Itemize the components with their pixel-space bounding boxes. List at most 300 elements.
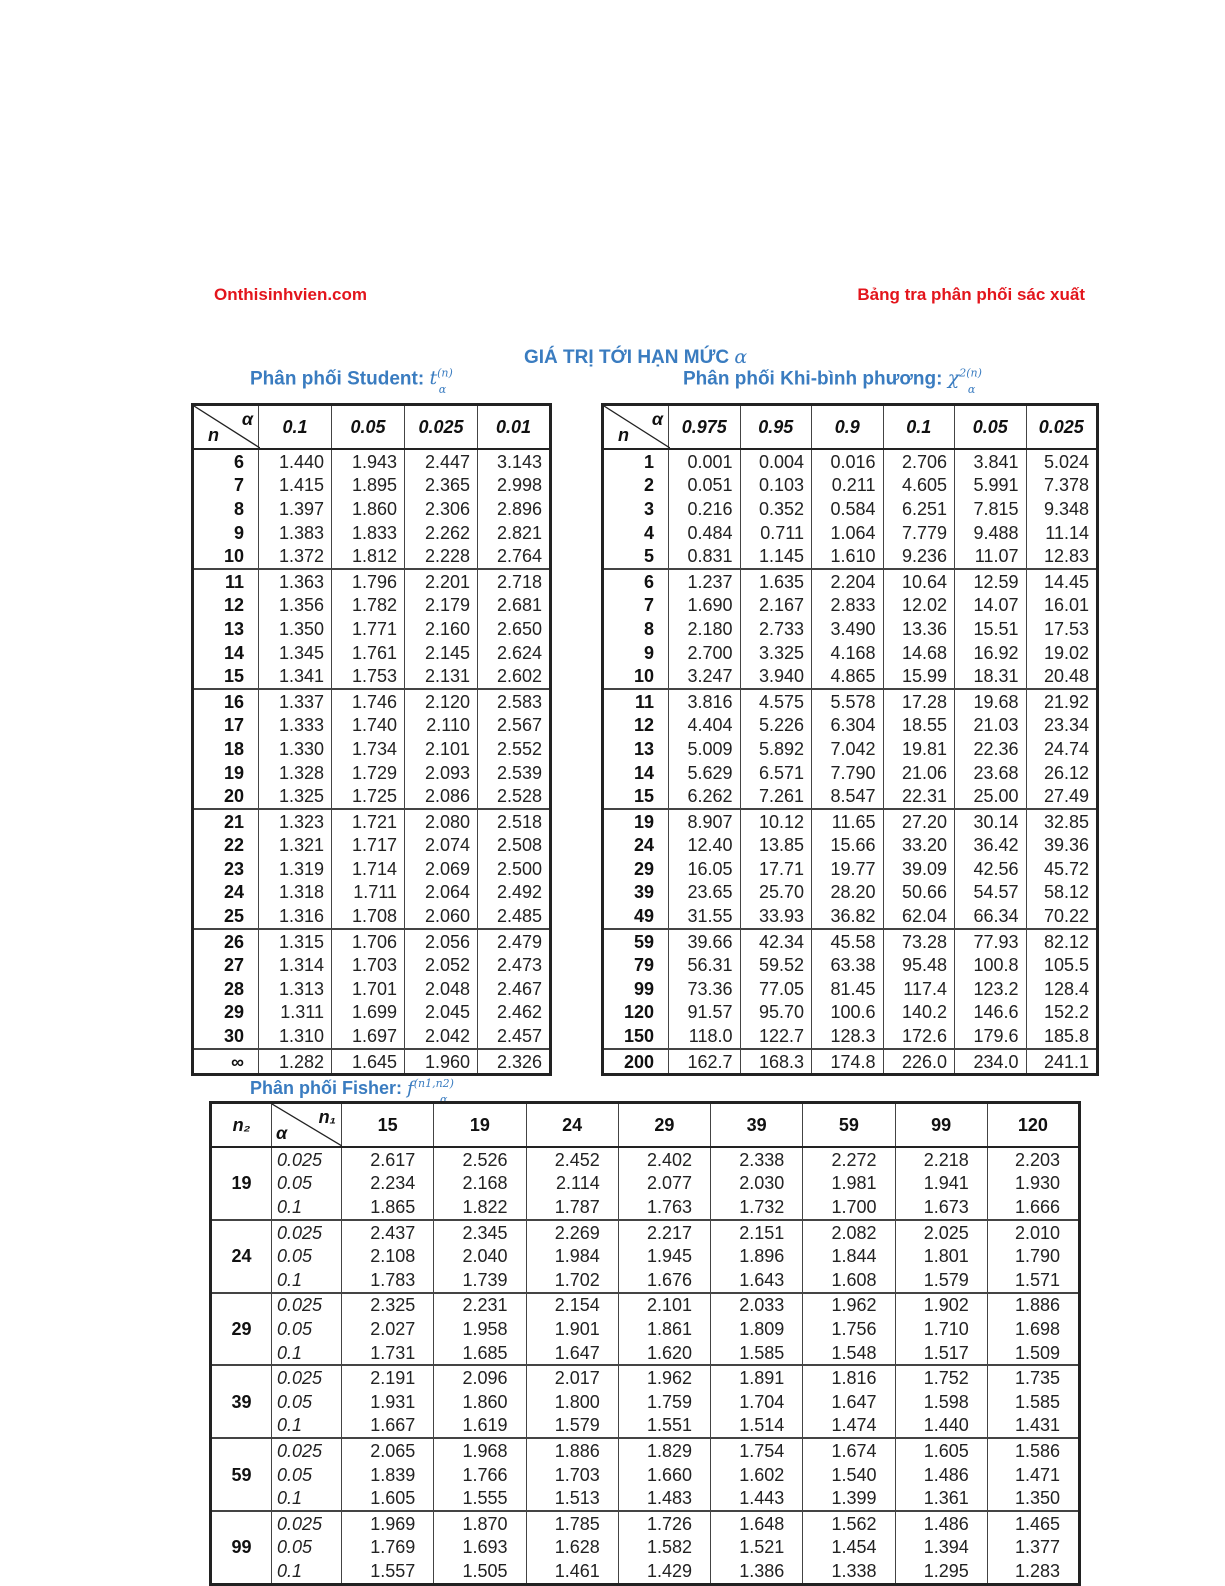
table-cell: 1.429 (618, 1559, 710, 1584)
formula-symbol: t (429, 367, 438, 390)
table-row (193, 689, 551, 714)
table-cell: 1.787 (526, 1195, 618, 1220)
table-cell: 2.042 (405, 1024, 478, 1049)
table-row (193, 761, 551, 785)
header-row (211, 1103, 1080, 1148)
row-header: 13 (193, 617, 259, 641)
table-cell: 128.3 (812, 1024, 884, 1049)
table-row (603, 641, 1098, 665)
table-cell: 1.605 (342, 1486, 434, 1511)
table-cell: 1.759 (618, 1390, 710, 1414)
table-cell: 1.605 (895, 1438, 987, 1463)
table-cell: 2.539 (478, 761, 551, 785)
table-cell: 2.010 (987, 1220, 1079, 1245)
table-cell: 4.605 (883, 474, 955, 498)
table-cell: 91.57 (669, 1001, 741, 1025)
corner-col-label: n₁ (318, 1107, 336, 1127)
student-title (250, 367, 460, 397)
table-cell: 1.316 (259, 904, 332, 929)
table-row (193, 977, 551, 1001)
table-row (193, 953, 551, 977)
table-cell: 1.505 (434, 1559, 526, 1584)
table-cell: 1.782 (332, 594, 405, 618)
table-cell: 4.575 (740, 689, 812, 714)
table-cell: 2.764 (478, 544, 551, 569)
alpha-cell: 0.025 (272, 1365, 342, 1390)
table-cell: 140.2 (883, 1001, 955, 1025)
table-cell: 2.650 (478, 617, 551, 641)
row-header: 12 (193, 594, 259, 618)
table-cell: 95.48 (883, 953, 955, 977)
table-cell: 1.896 (711, 1244, 803, 1268)
table-cell: 2.467 (478, 977, 551, 1001)
table-cell: 1.345 (259, 641, 332, 665)
table-cell: 2.168 (434, 1172, 526, 1196)
table-cell: 2.080 (405, 809, 478, 834)
table-cell: 1.582 (618, 1536, 710, 1560)
table-cell: 1.454 (803, 1536, 895, 1560)
table-cell: 1.962 (803, 1293, 895, 1318)
table-cell: 13.36 (883, 617, 955, 641)
table-cell: 2.074 (405, 834, 478, 858)
row-header: 2 (603, 474, 669, 498)
table-cell: 33.93 (740, 904, 812, 929)
table-cell: 82.12 (1026, 929, 1098, 954)
table-cell: 100.8 (955, 953, 1027, 977)
table-cell: 1.703 (526, 1463, 618, 1487)
table-row (603, 544, 1098, 569)
table-cell: 1.962 (618, 1365, 710, 1390)
table-row (193, 881, 551, 905)
table-cell: 2.583 (478, 689, 551, 714)
column-header: 19 (434, 1103, 526, 1148)
table-row (193, 809, 551, 834)
table-cell: 1.931 (342, 1390, 434, 1414)
table-row (193, 569, 551, 594)
table-cell: 7.790 (812, 761, 884, 785)
table-cell: 1.796 (332, 569, 405, 594)
table-cell: 18.31 (955, 664, 1027, 689)
table-cell: 6.571 (740, 761, 812, 785)
table-cell: 0.711 (740, 521, 812, 545)
table-cell: 118.0 (669, 1024, 741, 1049)
table-cell: 1.350 (259, 617, 332, 641)
table-row (193, 737, 551, 761)
table-row (603, 737, 1098, 761)
formula-sub: α (438, 383, 447, 397)
table-cell: 15.66 (812, 834, 884, 858)
row-header: 13 (603, 737, 669, 761)
table-cell: 2.617 (342, 1147, 434, 1172)
table-cell: 21.06 (883, 761, 955, 785)
table-cell: 1.886 (987, 1293, 1079, 1318)
table-cell: 54.57 (955, 881, 1027, 905)
formula-symbol: f (407, 1078, 414, 1099)
table-cell: 2.365 (405, 474, 478, 498)
table-cell: 2.552 (478, 737, 551, 761)
table-cell: 1.761 (332, 641, 405, 665)
table-cell: 2.718 (478, 569, 551, 594)
table-cell: 3.841 (955, 449, 1027, 474)
table-cell: 1.474 (803, 1414, 895, 1439)
table-cell: 168.3 (740, 1049, 812, 1075)
table-row (211, 1511, 1080, 1536)
table-cell: 1.812 (332, 544, 405, 569)
table-cell: 100.6 (812, 1001, 884, 1025)
table-cell: 1.314 (259, 953, 332, 977)
table-cell: 25.70 (740, 881, 812, 905)
table-cell: 3.247 (669, 664, 741, 689)
table-cell: 2.110 (405, 714, 478, 738)
table-cell: 18.55 (883, 714, 955, 738)
table-row (211, 1486, 1080, 1511)
table-cell: 77.05 (740, 977, 812, 1001)
table-cell: 2.017 (526, 1365, 618, 1390)
table-cell: 2.262 (405, 521, 478, 545)
table-cell: 1.356 (259, 594, 332, 618)
table-cell: 1.960 (405, 1049, 478, 1075)
table-cell: 0.352 (740, 497, 812, 521)
table-cell: 146.6 (955, 1001, 1027, 1025)
column-header: 0.05 (955, 405, 1027, 450)
table-cell: 1.386 (711, 1559, 803, 1584)
table-cell: 10.64 (883, 569, 955, 594)
table-cell: 0.004 (740, 449, 812, 474)
chi-square-formula (947, 367, 990, 397)
table-cell: 5.991 (955, 474, 1027, 498)
table-cell: 1.941 (895, 1172, 987, 1196)
table-cell: 1.754 (711, 1438, 803, 1463)
formula-sup: 2(n) (959, 367, 982, 380)
column-header: 0.025 (405, 405, 478, 450)
table-cell: 1.725 (332, 784, 405, 809)
table-cell: 1.363 (259, 569, 332, 594)
table-cell: 3.490 (812, 617, 884, 641)
table-cell: 2.180 (669, 617, 741, 641)
table-cell: 2.706 (883, 449, 955, 474)
table-cell: 19.68 (955, 689, 1027, 714)
column-header: 0.975 (669, 405, 741, 450)
table-cell: 1.943 (332, 449, 405, 474)
table-cell: 1.702 (526, 1268, 618, 1293)
alpha-symbol: α (734, 346, 748, 368)
table-cell: 1.471 (987, 1463, 1079, 1487)
table-cell: 28.20 (812, 881, 884, 905)
row-header: 26 (193, 929, 259, 954)
table-row (193, 904, 551, 929)
table-cell: 1.585 (711, 1341, 803, 1366)
table-cell: 8.547 (812, 784, 884, 809)
table-cell: 2.069 (405, 857, 478, 881)
table-row (603, 1049, 1098, 1075)
row-header: 39 (603, 881, 669, 905)
table-cell: 2.528 (478, 784, 551, 809)
table-cell: 1.610 (812, 544, 884, 569)
table-cell: 1.443 (711, 1486, 803, 1511)
n2-row-header: 99 (211, 1511, 272, 1584)
table-cell: 1.517 (895, 1341, 987, 1366)
corner-header (193, 405, 259, 450)
table-cell: 7.779 (883, 521, 955, 545)
header-row (193, 405, 551, 450)
table-cell: 1.729 (332, 761, 405, 785)
table-row (193, 497, 551, 521)
table-cell: 81.45 (812, 977, 884, 1001)
row-header: 10 (193, 544, 259, 569)
table-cell: 3.940 (740, 664, 812, 689)
column-header: 0.95 (740, 405, 812, 450)
alpha-cell: 0.1 (272, 1414, 342, 1439)
alpha-cell: 0.05 (272, 1463, 342, 1487)
table-cell: 1.734 (332, 737, 405, 761)
row-header: 28 (193, 977, 259, 1001)
table-cell: 1.732 (711, 1195, 803, 1220)
table-cell: 1.740 (332, 714, 405, 738)
table-cell: 1.399 (803, 1486, 895, 1511)
table-cell: 1.598 (895, 1390, 987, 1414)
table-cell: 73.28 (883, 929, 955, 954)
row-header: 99 (603, 977, 669, 1001)
table-cell: 2.218 (895, 1147, 987, 1172)
row-header: 4 (603, 521, 669, 545)
table-cell: 1.311 (259, 1001, 332, 1025)
table-row (603, 474, 1098, 498)
table-cell: 0.211 (812, 474, 884, 498)
table-cell: 16.92 (955, 641, 1027, 665)
table-cell: 2.179 (405, 594, 478, 618)
table-cell: 1.731 (342, 1341, 434, 1366)
column-header: 99 (895, 1103, 987, 1148)
table-cell: 23.65 (669, 881, 741, 905)
row-header: 15 (193, 664, 259, 689)
table-cell: 12.59 (955, 569, 1027, 594)
table-cell: 0.216 (669, 497, 741, 521)
main-title-text: GIÁ TRỊ TỚI HẠN MỨC (524, 347, 730, 368)
corner-header (272, 1103, 342, 1148)
corner-row-label: α (276, 1123, 288, 1143)
table-cell: 2.508 (478, 834, 551, 858)
table-cell: 2.821 (478, 521, 551, 545)
table-cell: 1.822 (434, 1195, 526, 1220)
table-cell: 1.483 (618, 1486, 710, 1511)
row-header: 23 (193, 857, 259, 881)
corner-row-label: n (208, 425, 219, 445)
alpha-cell: 0.025 (272, 1293, 342, 1318)
table-cell: 14.68 (883, 641, 955, 665)
table-cell: 39.66 (669, 929, 741, 954)
table-row (193, 1001, 551, 1025)
table-cell: 2.896 (478, 497, 551, 521)
table-cell: 1.829 (618, 1438, 710, 1463)
alpha-cell: 0.05 (272, 1244, 342, 1268)
table-cell: 1.726 (618, 1511, 710, 1536)
table-cell: 241.1 (1026, 1049, 1098, 1075)
table-cell: 22.31 (883, 784, 955, 809)
table-row (193, 1049, 551, 1075)
formula-sub: α (967, 383, 976, 397)
table-cell: 0.584 (812, 497, 884, 521)
table-row (603, 1001, 1098, 1025)
table-cell: 24.74 (1026, 737, 1098, 761)
table-cell: 2.624 (478, 641, 551, 665)
table-cell: 2.120 (405, 689, 478, 714)
table-cell: 1.769 (342, 1536, 434, 1560)
table-cell: 2.030 (711, 1172, 803, 1196)
table-cell: 1.968 (434, 1438, 526, 1463)
table-cell: 1.440 (895, 1414, 987, 1439)
alpha-cell: 0.025 (272, 1220, 342, 1245)
row-header: 6 (193, 449, 259, 474)
alpha-cell: 0.1 (272, 1268, 342, 1293)
table-cell: 1.628 (526, 1536, 618, 1560)
row-header: 22 (193, 834, 259, 858)
table-cell: 1.571 (987, 1268, 1079, 1293)
row-header: 5 (603, 544, 669, 569)
table-cell: 1.886 (526, 1438, 618, 1463)
table-cell: 1.648 (711, 1511, 803, 1536)
table-cell: 2.437 (342, 1220, 434, 1245)
table-cell: 1.721 (332, 809, 405, 834)
row-header: ∞ (193, 1049, 259, 1075)
table-cell: 70.22 (1026, 904, 1098, 929)
table-cell: 1.337 (259, 689, 332, 714)
table-cell: 1.766 (434, 1463, 526, 1487)
alpha-cell: 0.05 (272, 1172, 342, 1196)
document-title: Bảng tra phân phối sác xuất (857, 285, 1085, 304)
table-cell: 1.693 (434, 1536, 526, 1560)
table-row (603, 714, 1098, 738)
table-cell: 2.567 (478, 714, 551, 738)
table-cell: 1.283 (987, 1559, 1079, 1584)
column-header: 15 (342, 1103, 434, 1148)
table-cell: 1.958 (434, 1317, 526, 1341)
table-cell: 1.372 (259, 544, 332, 569)
table-cell: 152.2 (1026, 1001, 1098, 1025)
table-cell: 1.701 (332, 977, 405, 1001)
table-cell: 36.82 (812, 904, 884, 929)
row-header: 19 (603, 809, 669, 834)
table-cell: 179.6 (955, 1024, 1027, 1049)
table-cell: 2.269 (526, 1220, 618, 1245)
table-cell: 2.492 (478, 881, 551, 905)
table-cell: 17.53 (1026, 617, 1098, 641)
table-cell: 58.12 (1026, 881, 1098, 905)
table-row (211, 1195, 1080, 1220)
table-cell: 14.45 (1026, 569, 1098, 594)
table-cell: 1.619 (434, 1414, 526, 1439)
table-cell: 2.733 (740, 617, 812, 641)
table-cell: 2.452 (526, 1147, 618, 1172)
table-cell: 1.486 (895, 1463, 987, 1487)
alpha-cell: 0.025 (272, 1438, 342, 1463)
table-cell: 77.93 (955, 929, 1027, 954)
table-cell: 1.602 (711, 1463, 803, 1487)
table-cell: 12.83 (1026, 544, 1098, 569)
table-cell: 1.509 (987, 1341, 1079, 1366)
table-row (193, 641, 551, 665)
table-cell: 1.486 (895, 1511, 987, 1536)
table-cell: 1.708 (332, 904, 405, 929)
table-cell: 1.699 (332, 1001, 405, 1025)
table-cell: 9.348 (1026, 497, 1098, 521)
table-cell: 1.833 (332, 521, 405, 545)
table-row (603, 449, 1098, 474)
table-cell: 1.660 (618, 1463, 710, 1487)
table-cell: 2.040 (434, 1244, 526, 1268)
table-cell: 2.131 (405, 664, 478, 689)
table-cell: 226.0 (883, 1049, 955, 1075)
table-cell: 1.064 (812, 521, 884, 545)
table-row (211, 1438, 1080, 1463)
row-header: 29 (603, 857, 669, 881)
table-cell: 11.65 (812, 809, 884, 834)
n2-row-header: 24 (211, 1220, 272, 1293)
table-cell: 1.647 (526, 1341, 618, 1366)
table-cell: 19.81 (883, 737, 955, 761)
table-cell: 1.891 (711, 1365, 803, 1390)
table-cell: 33.20 (883, 834, 955, 858)
n2-row-header: 19 (211, 1147, 272, 1220)
table-cell: 1.865 (342, 1195, 434, 1220)
row-header: 19 (193, 761, 259, 785)
site-name: Onthisinhvien.com (214, 285, 368, 304)
table-cell: 1.809 (711, 1317, 803, 1341)
table-row (193, 617, 551, 641)
table-cell: 1.318 (259, 881, 332, 905)
table-row (603, 497, 1098, 521)
corner-row-label: n (618, 425, 629, 445)
table-cell: 1.338 (803, 1559, 895, 1584)
column-header: 0.05 (332, 405, 405, 450)
table-cell: 15.51 (955, 617, 1027, 641)
table-cell: 7.261 (740, 784, 812, 809)
column-header: 39 (711, 1103, 803, 1148)
table-cell: 2.325 (342, 1293, 434, 1318)
table-cell: 1.521 (711, 1536, 803, 1560)
table-cell: 2.345 (434, 1220, 526, 1245)
table-cell: 73.36 (669, 977, 741, 1001)
table-row (603, 689, 1098, 714)
table-cell: 27.49 (1026, 784, 1098, 809)
table-cell: 10.12 (740, 809, 812, 834)
table-cell: 3.143 (478, 449, 551, 474)
table-cell: 2.093 (405, 761, 478, 785)
table-row (211, 1317, 1080, 1341)
table-cell: 2.681 (478, 594, 551, 618)
table-cell: 1.666 (987, 1195, 1079, 1220)
table-cell: 13.85 (740, 834, 812, 858)
row-header: 17 (193, 714, 259, 738)
table-cell: 1.706 (332, 929, 405, 954)
table-row (193, 857, 551, 881)
table-cell: 1.330 (259, 737, 332, 761)
table-cell: 2.457 (478, 1024, 551, 1049)
table-cell: 1.295 (895, 1559, 987, 1584)
table-cell: 2.082 (803, 1220, 895, 1245)
table-cell: 2.160 (405, 617, 478, 641)
table-cell: 2.077 (618, 1172, 710, 1196)
table-row (603, 953, 1098, 977)
formula-symbol: χ (947, 367, 960, 390)
table-cell: 26.12 (1026, 761, 1098, 785)
column-header: 24 (526, 1103, 618, 1148)
table-cell: 3.816 (669, 689, 741, 714)
table-cell: 1.333 (259, 714, 332, 738)
table-cell: 6.304 (812, 714, 884, 738)
table-cell: 2.338 (711, 1147, 803, 1172)
table-cell: 1.383 (259, 521, 332, 545)
table-cell: 2.065 (342, 1438, 434, 1463)
